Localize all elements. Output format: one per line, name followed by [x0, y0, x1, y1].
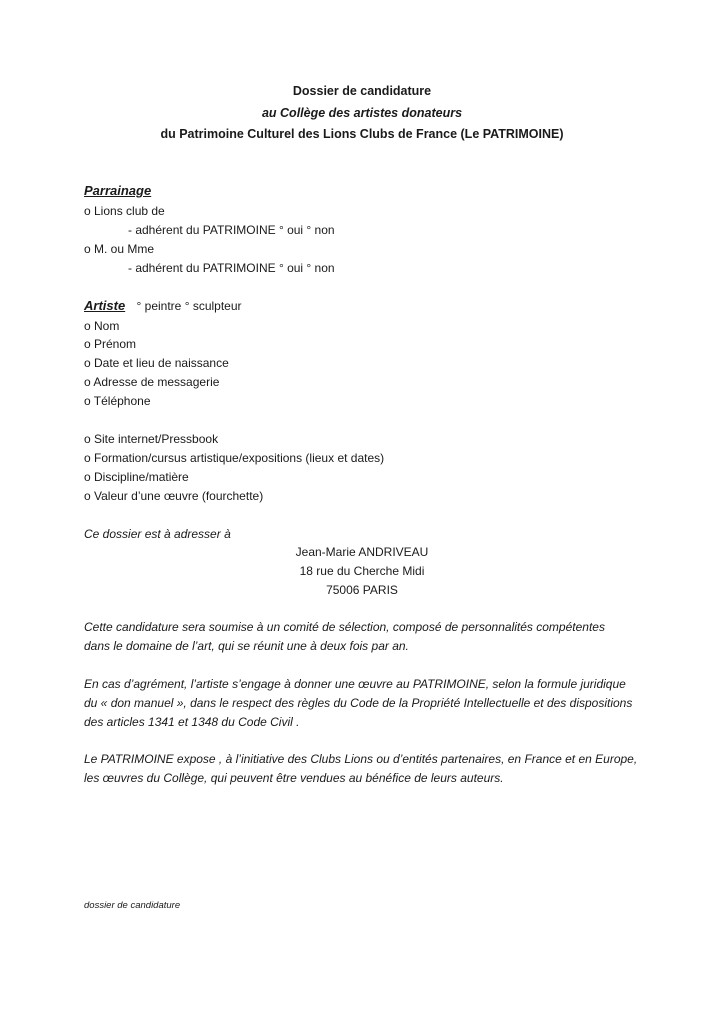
parrainage-heading: Parrainage — [84, 183, 152, 198]
field-discipline: o Discipline/matière — [84, 470, 189, 484]
artiste-heading: Artiste — [84, 298, 126, 313]
address-intro: Ce dossier est à adresser à — [84, 527, 231, 541]
parrainage-person-adherent: - adhérent du PATRIMOINE ° oui ° non — [128, 261, 335, 275]
paragraph-selection — [84, 618, 654, 656]
parrainage-lions-club-adherent: - adhérent du PATRIMOINE ° oui ° non — [128, 223, 335, 237]
field-nom: o Nom — [84, 319, 120, 333]
document-organization: du Patrimoine Culturel des Lions Clubs de France (Le PATRIMOINE) — [160, 127, 564, 141]
page-footer: dossier de candidature — [84, 900, 181, 911]
artiste-row — [84, 298, 242, 314]
paragraph-exposition-line: les œuvres du Collège, qui peuvent être vendues au bénéfice de leurs auteurs. — [84, 771, 504, 785]
address-name: Jean-Marie ANDRIVEAU — [295, 545, 429, 559]
document-subtitle: au Collège des artistes donateurs — [261, 106, 463, 120]
artiste-type-options: ° peintre ° sculpteur — [136, 299, 242, 313]
field-site-internet: o Site internet/Pressbook — [84, 432, 219, 446]
field-messagerie: o Adresse de messagerie — [84, 375, 220, 389]
paragraph-agrement-line: des articles 1341 et 1348 du Code Civil . — [84, 715, 300, 729]
address-street: 18 rue du Cherche Midi — [299, 564, 425, 578]
paragraph-selection-line: Cette candidature sera soumise à un comité de sélection, composé de personnalités compétentes — [84, 620, 605, 634]
parrainage-person: o M. ou Mme — [84, 242, 155, 256]
field-naissance: o Date et lieu de naissance — [84, 356, 229, 370]
paragraph-agrement — [84, 675, 654, 732]
document-title: Dossier de candidature — [292, 84, 432, 98]
paragraph-agrement-line: En cas d’agrément, l’artiste s’engage à donner une œuvre au PATRIMOINE, selon la formule juridique — [84, 677, 626, 691]
parrainage-lions-club: o Lions club de — [84, 204, 165, 218]
field-valeur-oeuvre: o Valeur d’une œuvre (fourchette) — [84, 489, 264, 503]
paragraph-selection-line: dans le domaine de l’art, qui se réunit une à deux fois par an. — [84, 639, 409, 653]
paragraph-agrement-line: du « don manuel », dans le respect des règles du Code de la Propriété Intellectuelle et des dispositions — [84, 696, 633, 710]
paragraph-exposition-line: Le PATRIMOINE expose , à l’initiative des Clubs Lions ou d’entités partenaires, en France et en Europe, — [84, 752, 638, 766]
paragraph-exposition — [84, 750, 654, 788]
address-city: 75006 PARIS — [326, 583, 398, 597]
field-formation: o Formation/cursus artistique/expositions (lieux et dates) — [84, 451, 385, 465]
field-telephone: o Téléphone — [84, 394, 151, 408]
field-prenom: o Prénom — [84, 337, 137, 351]
